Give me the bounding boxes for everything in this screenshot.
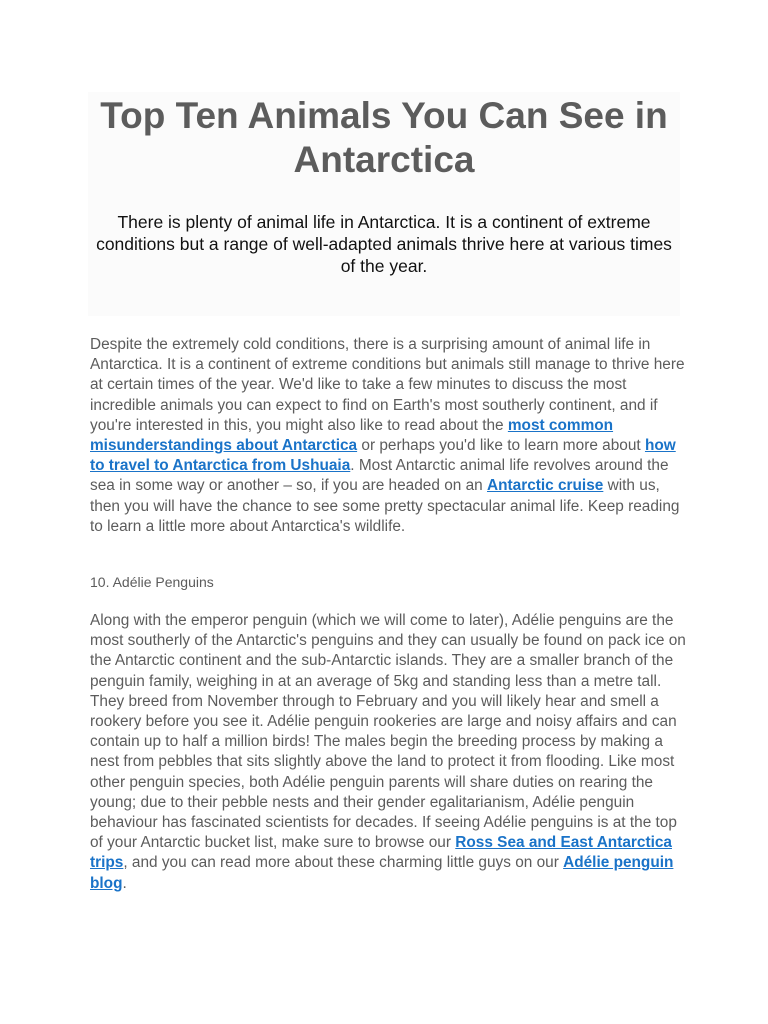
antarctic-cruise-link[interactable]: Antarctic cruise [487,477,604,495]
ushuaia-travel-link[interactable]: how to travel to Antarctica from Ushuaia [90,437,676,475]
section-heading-adelie: 10. Adélie Penguins [90,574,214,590]
adelie-text-2: , and you can read more about these charming little guys on our [123,854,564,872]
intro-text-4: with us, then you will have the chance to see some pretty spectacular animal life. Keep reading to learn a little more about Antarctica's wildlife. [90,477,680,535]
adelie-paragraph [90,611,690,894]
intro-text-2: or perhaps you'd like to learn more about [357,437,645,455]
page-subtitle: There is plenty of animal life in Antarctica. It is a continent of extreme conditions but a range of well-adapted animals thrive here at various times of the year. [96,212,672,276]
intro-text-3: . Most Antarctic animal life revolves around the sea in some way or another – so, if you are headed on an [90,457,669,495]
intro-paragraph [90,335,690,537]
intro-text-1: Despite the extremely cold conditions, there is a surprising amount of animal life in Antarctica. It is a continent of extreme conditions but animals still manage to thrive here at certain times of the year. We'd like to take a few minutes to discuss the most incredible animals you can expect to find on Earth's most southerly continent, and if you're interested in this, you might also like to read about the [90,336,685,434]
page-title: Top Ten Animals You Can See in Antarctica [100,95,668,180]
adelie-text-3: . [122,874,127,892]
adelie-blog-link[interactable]: Adélie penguin blog [90,854,674,892]
ross-sea-trips-link[interactable]: Ross Sea and East Antarctica trips [90,834,672,872]
misunderstandings-link[interactable]: most common misunderstandings about Antarctica [90,416,614,455]
adelie-text-1: Along with the emperor penguin (which we will come to later), Adélie penguins are the most southerly of the Antarctic's penguins and they can usually be found on pack ice on the Antarctic continent and the sub-Antarctic islands. They are a smaller branch of the penguin family, weighing in at an average of 5kg and standing less than a metre tall. They breed from November through to February and you will likely hear and smell a rookery before you see it. Adélie penguin rookeries are large and noisy affairs and can contain up to half a million birds! The males begin the breeding process by making a nest from pebbles that sits slightly above the land to protect it from flooding. Like most other penguin species, both Adélie penguin parents will share duties on rearing the young; due to their pebble nests and their gender egalitarianism, Adélie penguin behaviour has fascinated scientists for decades. If seeing Adélie penguins is at the top of your Antarctic bucket list, make sure to browse our [90,612,686,852]
